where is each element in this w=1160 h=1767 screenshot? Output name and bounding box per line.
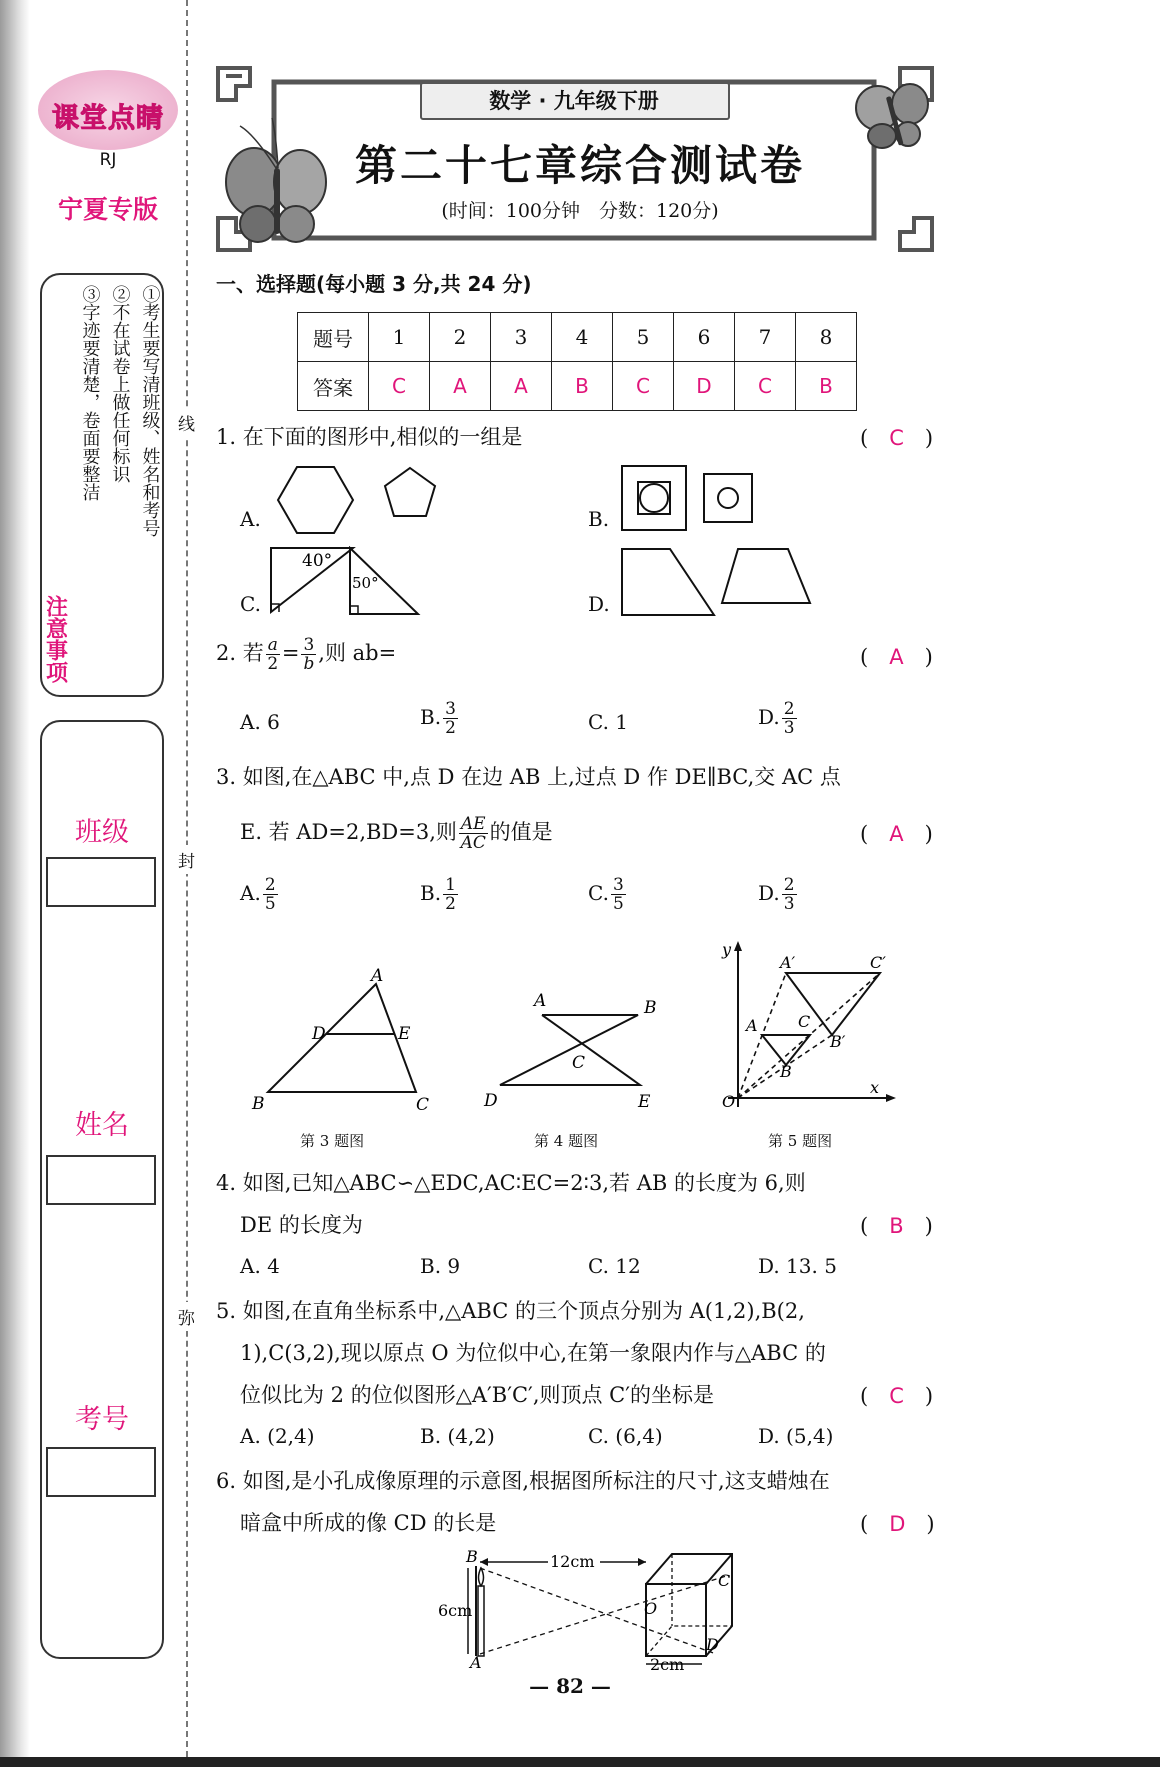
- table-cell: 1: [369, 313, 430, 362]
- q2-option-c: C. 1: [588, 710, 629, 734]
- table-header: 答案: [298, 362, 369, 411]
- figure-3: [240, 960, 440, 1115]
- label-e: E: [638, 1092, 651, 1112]
- option-frac: [782, 876, 797, 913]
- cut-mark-mi: 弥: [178, 1302, 195, 1331]
- label-b: B: [466, 1547, 478, 1566]
- label-c: C: [798, 1012, 811, 1031]
- brand-logo-text: 课堂点睛: [52, 103, 164, 134]
- label-c: C: [572, 1053, 586, 1073]
- q5-option-c: C. (6,4): [588, 1424, 663, 1448]
- table-header: 题号: [298, 313, 369, 362]
- numerator: 2: [783, 699, 795, 719]
- label-d: D: [312, 1024, 326, 1044]
- label-y: y: [722, 940, 732, 959]
- q5-line1: 5. 如图,在直角坐标系中,△ABC 的三个顶点分别为 A(1,2),B(2,: [216, 1299, 805, 1323]
- q2-stem: 2. 若 $\frac{a}{2}$ = $\frac{3}{b}$ ,则 ab=: [216, 635, 397, 674]
- q4-answer: B: [889, 1214, 904, 1238]
- q1-figure-c: [268, 546, 424, 618]
- figure-5: [710, 935, 910, 1115]
- subject-label: 数学 · 九年级下册: [489, 89, 659, 113]
- hexagon-shape: [278, 467, 353, 533]
- dim-6cm: 6cm: [438, 1601, 473, 1620]
- numerator: 2: [783, 875, 795, 895]
- q6-line1: 6. 如图,是小孔成像原理的示意图,根据图所标注的尺寸,这支蜡烛在: [216, 1469, 830, 1493]
- answer-cell: C: [369, 362, 430, 411]
- option-label: A.: [240, 881, 261, 905]
- q1-angle-50: 50°: [352, 574, 379, 592]
- q4-option-c: C. 12: [588, 1254, 641, 1278]
- answer-cell: A: [430, 362, 491, 411]
- q2-stem-pre: 2. 若: [216, 641, 264, 665]
- q3-answer-box: ( A ): [860, 822, 933, 846]
- section-title: 一、选择题(每小题 3 分,共 24 分): [216, 272, 532, 296]
- answer-cell: A: [491, 362, 552, 411]
- q1-option-c: C.: [240, 592, 261, 616]
- denominator: AC: [460, 833, 486, 853]
- figure-4-caption: 第 4 题图: [534, 1132, 599, 1150]
- class-field[interactable]: [46, 857, 156, 907]
- q6-answer: D: [889, 1512, 906, 1536]
- q2-answer-box: ( A ): [860, 645, 933, 669]
- label-o: O: [722, 1092, 736, 1111]
- q2-frac-b: [301, 636, 316, 673]
- q5-line2: 1),C(3,2),现以原点 O 为位似中心,在第一象限内作与△ABC 的: [240, 1341, 826, 1365]
- answer-cell: B: [552, 362, 613, 411]
- q2-option-b: [420, 700, 460, 737]
- q4-line2: DE 的长度为: [240, 1213, 363, 1237]
- answer-cell: C: [735, 362, 796, 411]
- page-number: — 82 —: [529, 1674, 611, 1698]
- table-cell: 7: [735, 313, 796, 362]
- edition-label: 宁夏专版: [57, 195, 158, 224]
- exam-info: (时间：100分钟 分数：120分): [441, 200, 719, 222]
- page-title: 第二十七章综合测试卷: [354, 141, 805, 190]
- q1-angle-40: 40°: [302, 551, 333, 571]
- numerator: 1: [445, 875, 456, 895]
- label-a: A: [746, 1016, 758, 1035]
- q3-option-a: [240, 876, 280, 913]
- denominator: 2: [445, 894, 456, 914]
- answer-cell: B: [796, 362, 857, 411]
- label-b-prime: B′: [830, 1032, 846, 1051]
- label-d: D: [706, 1635, 719, 1654]
- label-c: C: [718, 1571, 731, 1590]
- q2-option-d: [758, 700, 799, 737]
- numerator: 2: [264, 875, 276, 895]
- q1-answer-box: ( C ): [860, 426, 934, 450]
- butterfly-right-icon: [856, 84, 928, 148]
- q3-line2-pre: E. 若 AD=2,BD=3,则: [240, 820, 457, 844]
- option-frac: [263, 876, 278, 913]
- notice-content: [42, 285, 161, 683]
- q1-figure-a: [270, 460, 440, 540]
- numerator: AE: [460, 814, 486, 834]
- q3-option-d: [758, 876, 799, 913]
- option-label: D.: [758, 881, 780, 905]
- label-b: B: [780, 1062, 792, 1081]
- table-cell: 5: [613, 313, 674, 362]
- q1-stem: 1. 在下面的图形中,相似的一组是: [216, 425, 523, 449]
- q1-figure-b: [620, 462, 755, 534]
- dim-12cm: 12cm: [550, 1552, 595, 1571]
- numerator: a: [267, 635, 278, 655]
- cut-mark-seal: 封: [178, 845, 195, 874]
- cut-line: [186, 0, 188, 1757]
- class-label: 班级: [75, 817, 129, 848]
- label-c: C: [416, 1095, 430, 1115]
- q2-stem-post: ,则 ab=: [318, 641, 397, 665]
- label-a: A: [534, 991, 547, 1011]
- label-b: B: [252, 1094, 265, 1114]
- option-frac: [782, 700, 797, 737]
- page-binding-shadow: [0, 0, 30, 1767]
- figure-4: [480, 985, 670, 1115]
- q1-answer: C: [889, 426, 904, 450]
- label-d: D: [484, 1091, 498, 1111]
- option-label: B.: [420, 705, 442, 729]
- denominator: 2: [445, 718, 456, 738]
- notice-item-2: ②不在试卷上做任何标识: [109, 285, 131, 483]
- option-label: C.: [588, 881, 609, 905]
- q3-frac: [459, 815, 488, 852]
- dim-2cm: 2cm: [650, 1655, 685, 1670]
- label-o: O: [644, 1599, 658, 1618]
- label-a: A: [470, 1653, 482, 1670]
- table-cell: 8: [796, 313, 857, 362]
- label-b: B: [644, 998, 657, 1018]
- answer-table-row-answers: [298, 362, 857, 411]
- pentagon-shape: [385, 468, 435, 516]
- notice-title: 注意事项: [42, 595, 68, 683]
- option-frac: [611, 876, 626, 913]
- q2-frac-a: [266, 636, 280, 673]
- notice-item-3: ③字迹要清楚，卷面要整洁: [79, 285, 101, 501]
- label-a: A: [371, 966, 384, 986]
- answer-table-row-numbers: [298, 313, 857, 362]
- numerator: 3: [612, 875, 624, 895]
- q4-option-a: A. 4: [240, 1254, 280, 1278]
- numerator: 3: [303, 635, 315, 655]
- figure-5-caption: 第 5 题图: [768, 1132, 833, 1150]
- figure-6: [436, 1546, 746, 1670]
- q4-answer-box: ( B ): [860, 1214, 933, 1238]
- answer-cell: D: [674, 362, 735, 411]
- q5-option-a: A. (2,4): [240, 1424, 315, 1448]
- table-cell: 3: [491, 313, 552, 362]
- q1-option-b: B.: [588, 507, 610, 531]
- q5-line3: 位似比为 2 的位似图形△A′B′C′,则顶点 C′的坐标是: [240, 1383, 715, 1407]
- table-cell: 4: [552, 313, 613, 362]
- label-a-prime: A′: [780, 953, 796, 972]
- q5-answer: C: [889, 1384, 904, 1408]
- table-cell: 2: [430, 313, 491, 362]
- denominator: 3: [783, 894, 795, 914]
- label-e: E: [398, 1024, 411, 1044]
- answer-cell: C: [613, 362, 674, 411]
- denominator: 5: [264, 894, 276, 914]
- table-cell: 6: [674, 313, 735, 362]
- denominator: 5: [612, 894, 624, 914]
- option-frac: [443, 700, 458, 737]
- cut-mark-line: 线: [178, 408, 195, 437]
- q3-line2-post: 的值是: [489, 820, 553, 844]
- denominator: 2: [267, 654, 279, 674]
- q1-option-d: D.: [588, 592, 610, 616]
- q1-figure-d: [620, 545, 820, 619]
- denominator: 3: [783, 718, 795, 738]
- q3-answer: A: [889, 822, 904, 846]
- q4-option-d: D. 13. 5: [758, 1254, 837, 1278]
- q2-option-a: A. 6: [240, 710, 280, 734]
- option-label: B.: [420, 881, 442, 905]
- name-field[interactable]: [46, 1155, 156, 1205]
- id-label: 考号: [75, 1404, 129, 1435]
- q5-option-d: D. (5,4): [758, 1424, 834, 1448]
- q3-option-c: [588, 876, 628, 913]
- figure-3-caption: 第 3 题图: [300, 1132, 365, 1150]
- edition-code: RJ: [99, 150, 117, 170]
- answer-table: [297, 312, 857, 411]
- label-x: x: [870, 1078, 880, 1097]
- q5-answer-box: ( C ): [860, 1384, 934, 1408]
- id-field[interactable]: [46, 1447, 156, 1497]
- bottom-edge: [0, 1757, 1160, 1767]
- q1-option-a: A.: [240, 507, 261, 531]
- q4-line1: 4. 如图,已知△ABC∽△EDC,AC∶EC=2∶3,若 AB 的长度为 6,则: [216, 1171, 806, 1195]
- q3-line1: 3. 如图,在△ABC 中,点 D 在边 AB 上,过点 D 作 DE∥BC,交 AC 点: [216, 765, 841, 789]
- q6-answer-box: ( D ): [860, 1512, 935, 1536]
- q4-option-b: B. 9: [420, 1254, 461, 1278]
- option-label: D.: [758, 705, 780, 729]
- notice-item-1: ①考生要写清班级、姓名和考号: [139, 285, 161, 537]
- q5-option-b: B. (4,2): [420, 1424, 495, 1448]
- q3-option-b: [420, 876, 460, 913]
- q6-line2: 暗盒中所成的像 CD 的长是: [240, 1511, 497, 1535]
- denominator: b: [303, 654, 315, 674]
- q3-line2: [240, 815, 553, 852]
- q2-answer: A: [889, 645, 904, 669]
- name-label: 姓名: [75, 1110, 129, 1141]
- option-frac: [443, 876, 458, 913]
- butterfly-left-icon: [226, 118, 326, 242]
- label-c-prime: C′: [870, 953, 886, 972]
- numerator: 3: [445, 699, 456, 719]
